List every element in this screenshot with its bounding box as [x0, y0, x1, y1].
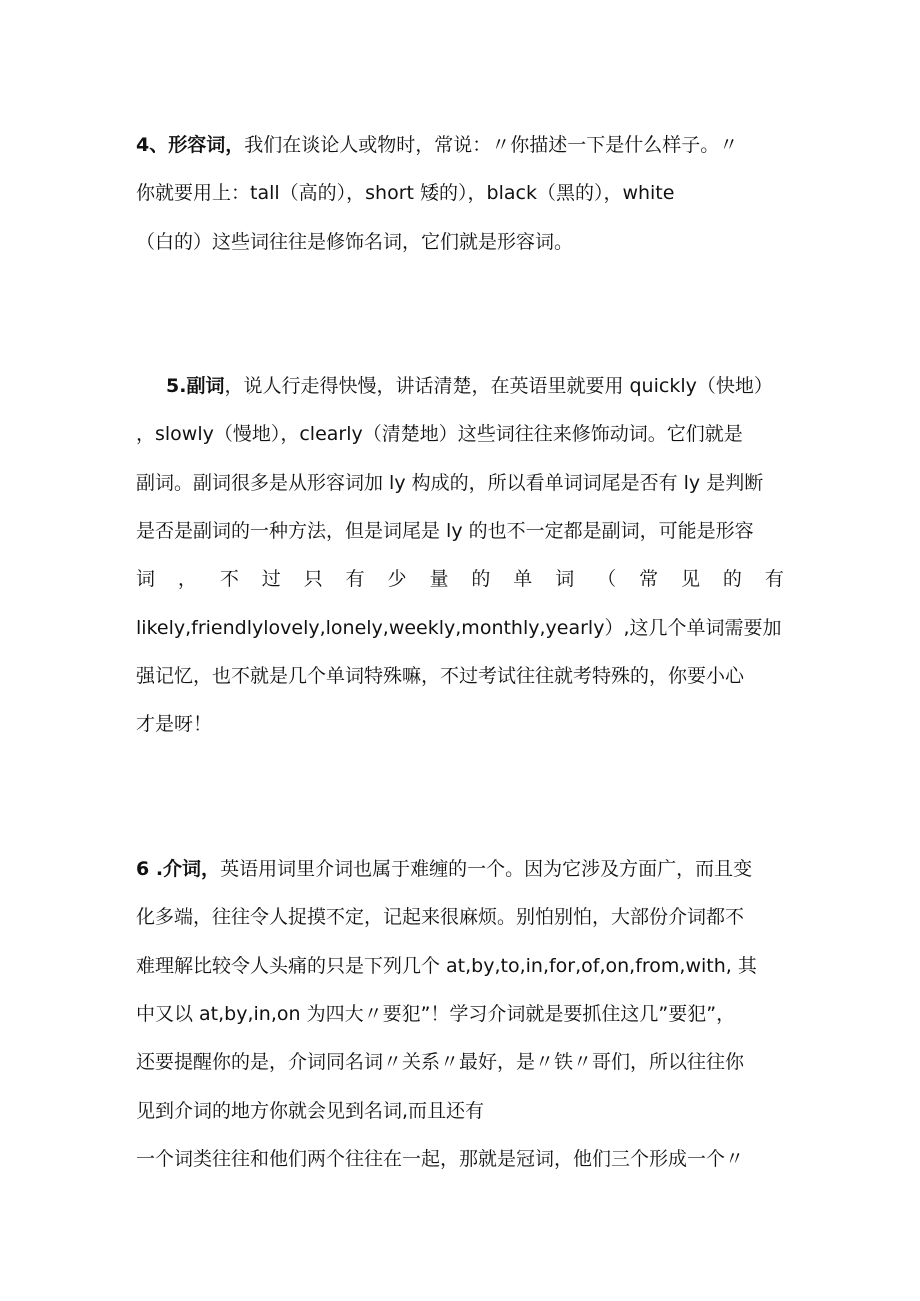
adverb-line-3: 副词。副词很多是从形容词加 ly 构成的，所以看单词词尾是否有 ly 是判断 — [136, 472, 764, 494]
adverb-line-5 — [136, 565, 784, 593]
spread-char: 常 — [639, 568, 659, 590]
spread-char: 少 — [387, 568, 407, 590]
adverb-line-1 — [166, 372, 773, 400]
adverb-text: ，说人行走得快慢，讲话清楚，在英语里就要用 quickly（快地） — [224, 375, 773, 397]
adjective-line-3: （白的）这些词往往是修饰名词，它们就是形容词。 — [136, 231, 574, 253]
spread-char: 有 — [764, 568, 784, 590]
adjective-text: 我们在谈论人或物时，常说：〃你描述一下是什么样子。〃 — [244, 134, 739, 156]
adjective-heading: 4、形容词， — [136, 134, 245, 156]
adverb-line-8: 才是呀！ — [136, 713, 213, 735]
adverb-line-4: 是否是副词的一种方法，但是词尾是 ly 的也不一定都是副词，可能是形容 — [136, 520, 754, 542]
preposition-line-4: 中又以 at,by,in,on 为四大〃要犯”！学习介词就是要抓住这几”要犯”， — [136, 1003, 736, 1025]
spread-char: 量 — [429, 568, 449, 590]
preposition-line-1 — [136, 855, 752, 883]
adjective-line-1 — [136, 131, 738, 159]
preposition-line-2: 化多端，往往令人捉摸不定，记起来很麻烦。别怕别怕，大部份介词都不 — [136, 906, 745, 928]
adverb-heading: 5.副词 — [166, 375, 225, 397]
spread-char: ， — [177, 568, 197, 590]
spread-char: 过 — [261, 568, 281, 590]
spread-char: 有 — [345, 568, 365, 590]
spread-char: （ — [597, 568, 617, 590]
preposition-text: 英语用词里介词也属于难缠的一个。因为它涉及方面广，而且变 — [220, 858, 753, 880]
spread-char: 不 — [219, 568, 239, 590]
spread-char: 单 — [513, 568, 533, 590]
adverb-line-7: 强记忆，也不就是几个单词特殊嘛，不过考试往往就考特殊的，你要小心 — [136, 665, 745, 687]
spread-char: 见 — [680, 568, 700, 590]
preposition-line-6: 见到介词的地方你就会见到名词,而且还有 — [136, 1100, 485, 1122]
adverb-line-6: likely,friendlylovely,lonely,weekly,monthly,yearly）,这几个单词需要加 — [136, 617, 782, 639]
adjective-line-2: 你就要用上：tall（高的），short 矮的），black（黑的），white — [136, 182, 675, 204]
spread-char: 的 — [722, 568, 742, 590]
spread-char: 词 — [555, 568, 575, 590]
preposition-line-5: 还要提醒你的是，介词同名词〃关系〃最好，是〃铁〃哥们，所以往往你 — [136, 1051, 745, 1073]
preposition-heading: 6 .介词， — [136, 858, 221, 880]
adverb-line-2: ，slowly（慢地），clearly（清楚地）这些词往往来修饰动词。它们就是 — [136, 423, 743, 445]
spread-char: 只 — [303, 568, 323, 590]
preposition-line-7: 一个词类往往和他们两个往往在一起，那就是冠词，他们三个形成一个〃 — [136, 1148, 745, 1170]
preposition-line-3: 难理解比较令人头痛的只是下列几个 at,by,to,in,for,of,on,from,with, 其 — [136, 955, 757, 977]
spread-char: 词 — [136, 568, 156, 590]
spread-char: 的 — [471, 568, 491, 590]
